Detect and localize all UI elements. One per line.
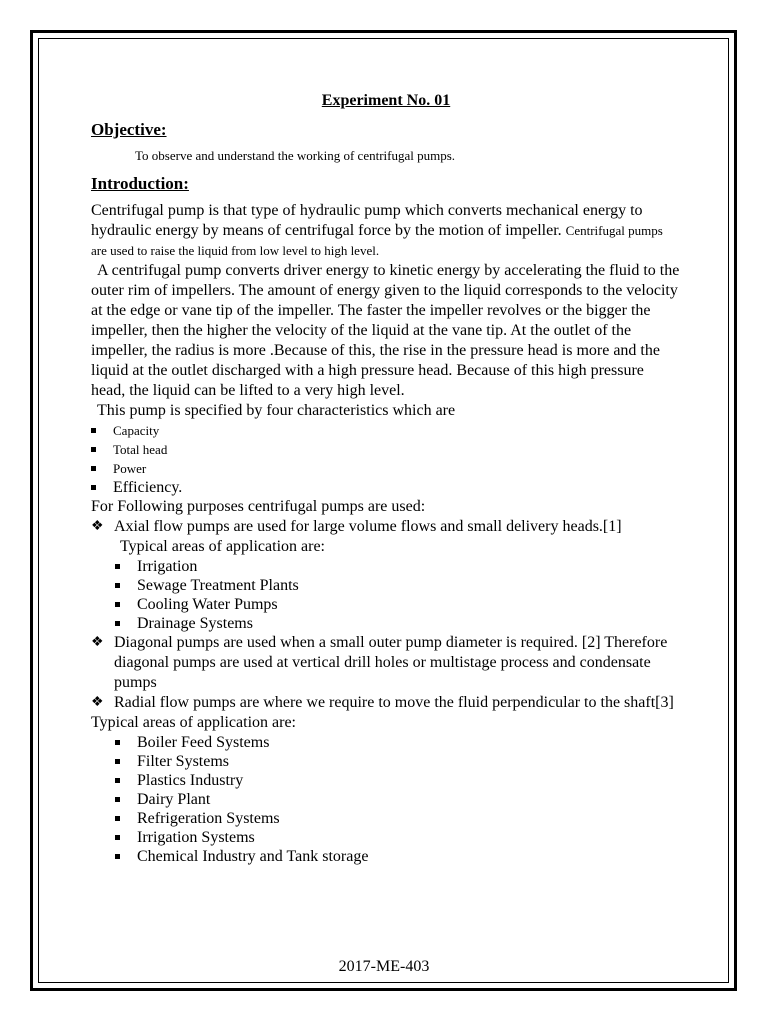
list-item: Efficiency. — [91, 478, 681, 497]
introduction-heading: Introduction: — [91, 174, 189, 193]
axial-typical-label: Typical areas of application are: — [120, 538, 325, 555]
list-item: Capacity — [91, 421, 681, 440]
list-item: Refrigeration Systems — [91, 809, 681, 828]
intro-paragraph-1 — [91, 201, 681, 261]
intro-paragraph-2: A centrifugal pump converts driver energy to kinetic energy by accelerating the fluid to the outer rim of impellers. The amount of energy given to the liquid corresponds to the velocity at the edge or vane tip of the impeller. The faster the impeller revolves or the bigger the impeller, then the higher the velocity of the liquid at the vane tip. At the outlet of the impeller, the radius is more .Because of this, the rise in the pressure head is more and the liquid at the outlet discharged with a high pressure head. Because of this high pressure head, the liquid can be lifted to a very high level. — [91, 262, 680, 399]
intro-paragraph-1-main: Centrifugal pump is that type of hydraulic pump which converts mechanical energy to hydraulic energy by means of centrifugal force by the motion of impeller. — [91, 202, 643, 239]
square-bullet-icon — [115, 759, 120, 764]
list-item: Drainage Systems — [91, 614, 681, 633]
document-body — [91, 92, 681, 866]
square-bullet-icon — [115, 778, 120, 783]
radial-flow-item: ❖ Radial flow pumps are where we require to move the fluid perpendicular to the shaft[3] — [91, 694, 674, 711]
axial-applications-list — [91, 557, 681, 633]
list-item: Chemical Industry and Tank storage — [91, 847, 681, 866]
diamond-bullet-icon: ❖ — [91, 519, 104, 534]
purposes-intro: For Following purposes centrifugal pumps are used: — [91, 498, 426, 515]
list-item: Irrigation Systems — [91, 828, 681, 847]
objective-heading: Objective: — [91, 120, 167, 139]
objective-text: To observe and understand the working of centrifugal pumps. — [135, 148, 456, 163]
square-bullet-icon — [91, 428, 96, 433]
diamond-bullet-icon: ❖ — [91, 695, 104, 710]
square-bullet-icon — [115, 602, 120, 607]
square-bullet-icon — [115, 564, 120, 569]
list-item: Irrigation — [91, 557, 681, 576]
document-title: Experiment No. 01 — [321, 92, 451, 109]
diagonal-pump-item: ❖ Diagonal pumps are used when a small outer pump diameter is required. [2] Therefore diagonal pumps are used at vertical drill holes or multistage process and condensate pumps — [91, 634, 668, 691]
page-footer: 2017-ME-403 — [338, 958, 430, 975]
list-item: Cooling Water Pumps — [91, 595, 681, 614]
characteristics-list — [91, 421, 681, 497]
square-bullet-icon — [115, 740, 120, 745]
square-bullet-icon — [91, 466, 96, 471]
radial-typical-label: Typical areas of application are: — [91, 714, 296, 731]
list-item: Filter Systems — [91, 752, 681, 771]
square-bullet-icon — [115, 835, 120, 840]
list-item: Plastics Industry — [91, 771, 681, 790]
intro-paragraph-1-small: Centrifugal pumps are used to raise the liquid from low level to high level. — [91, 223, 663, 258]
list-item: Boiler Feed Systems — [91, 733, 681, 752]
square-bullet-icon — [115, 854, 120, 859]
radial-applications-list — [91, 733, 681, 866]
square-bullet-icon — [115, 583, 120, 588]
square-bullet-icon — [115, 816, 120, 821]
square-bullet-icon — [115, 797, 120, 802]
diamond-bullet-icon: ❖ — [91, 635, 104, 650]
characteristics-intro: This pump is specified by four characteristics which are — [97, 402, 456, 419]
axial-flow-item: ❖ Axial flow pumps are used for large volume flows and small delivery heads.[1] — [91, 518, 622, 535]
list-item: Power — [91, 459, 681, 478]
square-bullet-icon — [91, 485, 96, 490]
list-item: Total head — [91, 440, 681, 459]
square-bullet-icon — [115, 621, 120, 626]
list-item: Dairy Plant — [91, 790, 681, 809]
list-item: Sewage Treatment Plants — [91, 576, 681, 595]
square-bullet-icon — [91, 447, 96, 452]
